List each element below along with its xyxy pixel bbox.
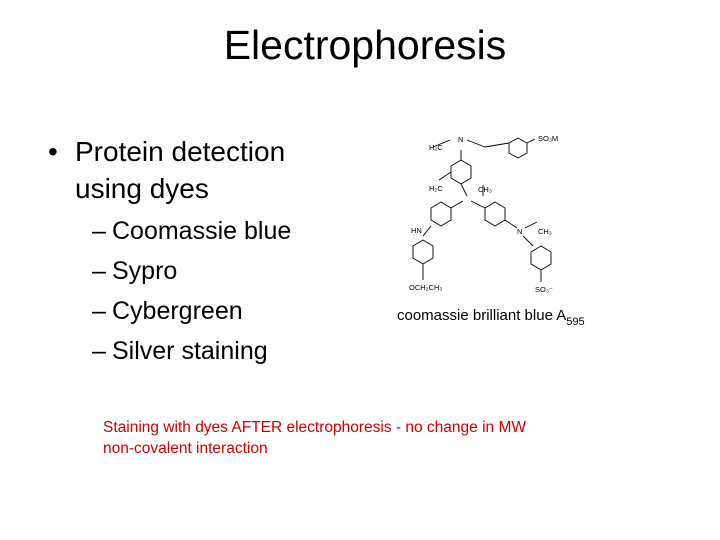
benzene-ring [509, 138, 527, 158]
bullet-line-1: Protein detection [75, 136, 286, 167]
chem-label-ch3-mid: CH₃ [478, 185, 492, 194]
dye-item-sypro [92, 255, 291, 295]
benzene-ring [531, 246, 551, 270]
dash: – [92, 337, 106, 365]
caption-main: coomassie brilliant blue A [397, 307, 567, 324]
bullet-text [75, 133, 285, 207]
dash: – [92, 217, 106, 245]
dye-item-cybergreen [92, 295, 291, 335]
benzene-ring [431, 202, 451, 226]
dye-label: Sypro [112, 257, 178, 285]
benzene-ring [451, 160, 471, 184]
chem-label-ch3-right: CH₃ [538, 227, 552, 236]
dye-label: Cybergreen [112, 297, 243, 325]
chem-label-n-top: N [458, 135, 464, 144]
chem-label-h2c-mid: H₂C [429, 184, 443, 193]
coomassie-structure-diagram [405, 130, 570, 300]
chem-label-h2c-top: H₂C [429, 143, 443, 152]
slide-title: Electrophoresis [223, 22, 507, 68]
bullet-marker: • [48, 136, 58, 167]
chem-label-so3-bottom: SO₃⁻ [535, 285, 553, 294]
dye-label: Silver staining [112, 337, 268, 365]
caption-subscript: 595 [566, 316, 585, 328]
dye-item-silver [92, 335, 291, 375]
dash: – [92, 297, 106, 325]
dash: – [92, 257, 106, 285]
note-line-1: Staining with dyes AFTER electrophoresis - no change in MW [103, 419, 526, 436]
dye-item-coomassie [92, 215, 291, 255]
chem-label-hn: HN [411, 226, 422, 235]
benzene-ring [413, 240, 433, 264]
chem-label-och2ch3: OCH₂CH₃ [409, 283, 443, 292]
chem-label-so3m: SO₃M [538, 134, 559, 143]
dye-list [92, 215, 291, 375]
note-line-2: non-covalent interaction [103, 440, 268, 457]
dye-label: Coomassie blue [112, 217, 292, 245]
benzene-ring [485, 202, 505, 226]
chem-label-n-right: N [517, 227, 523, 236]
staining-note [103, 417, 526, 459]
bullet-line-2: using dyes [75, 173, 209, 204]
figure-caption [397, 306, 585, 332]
